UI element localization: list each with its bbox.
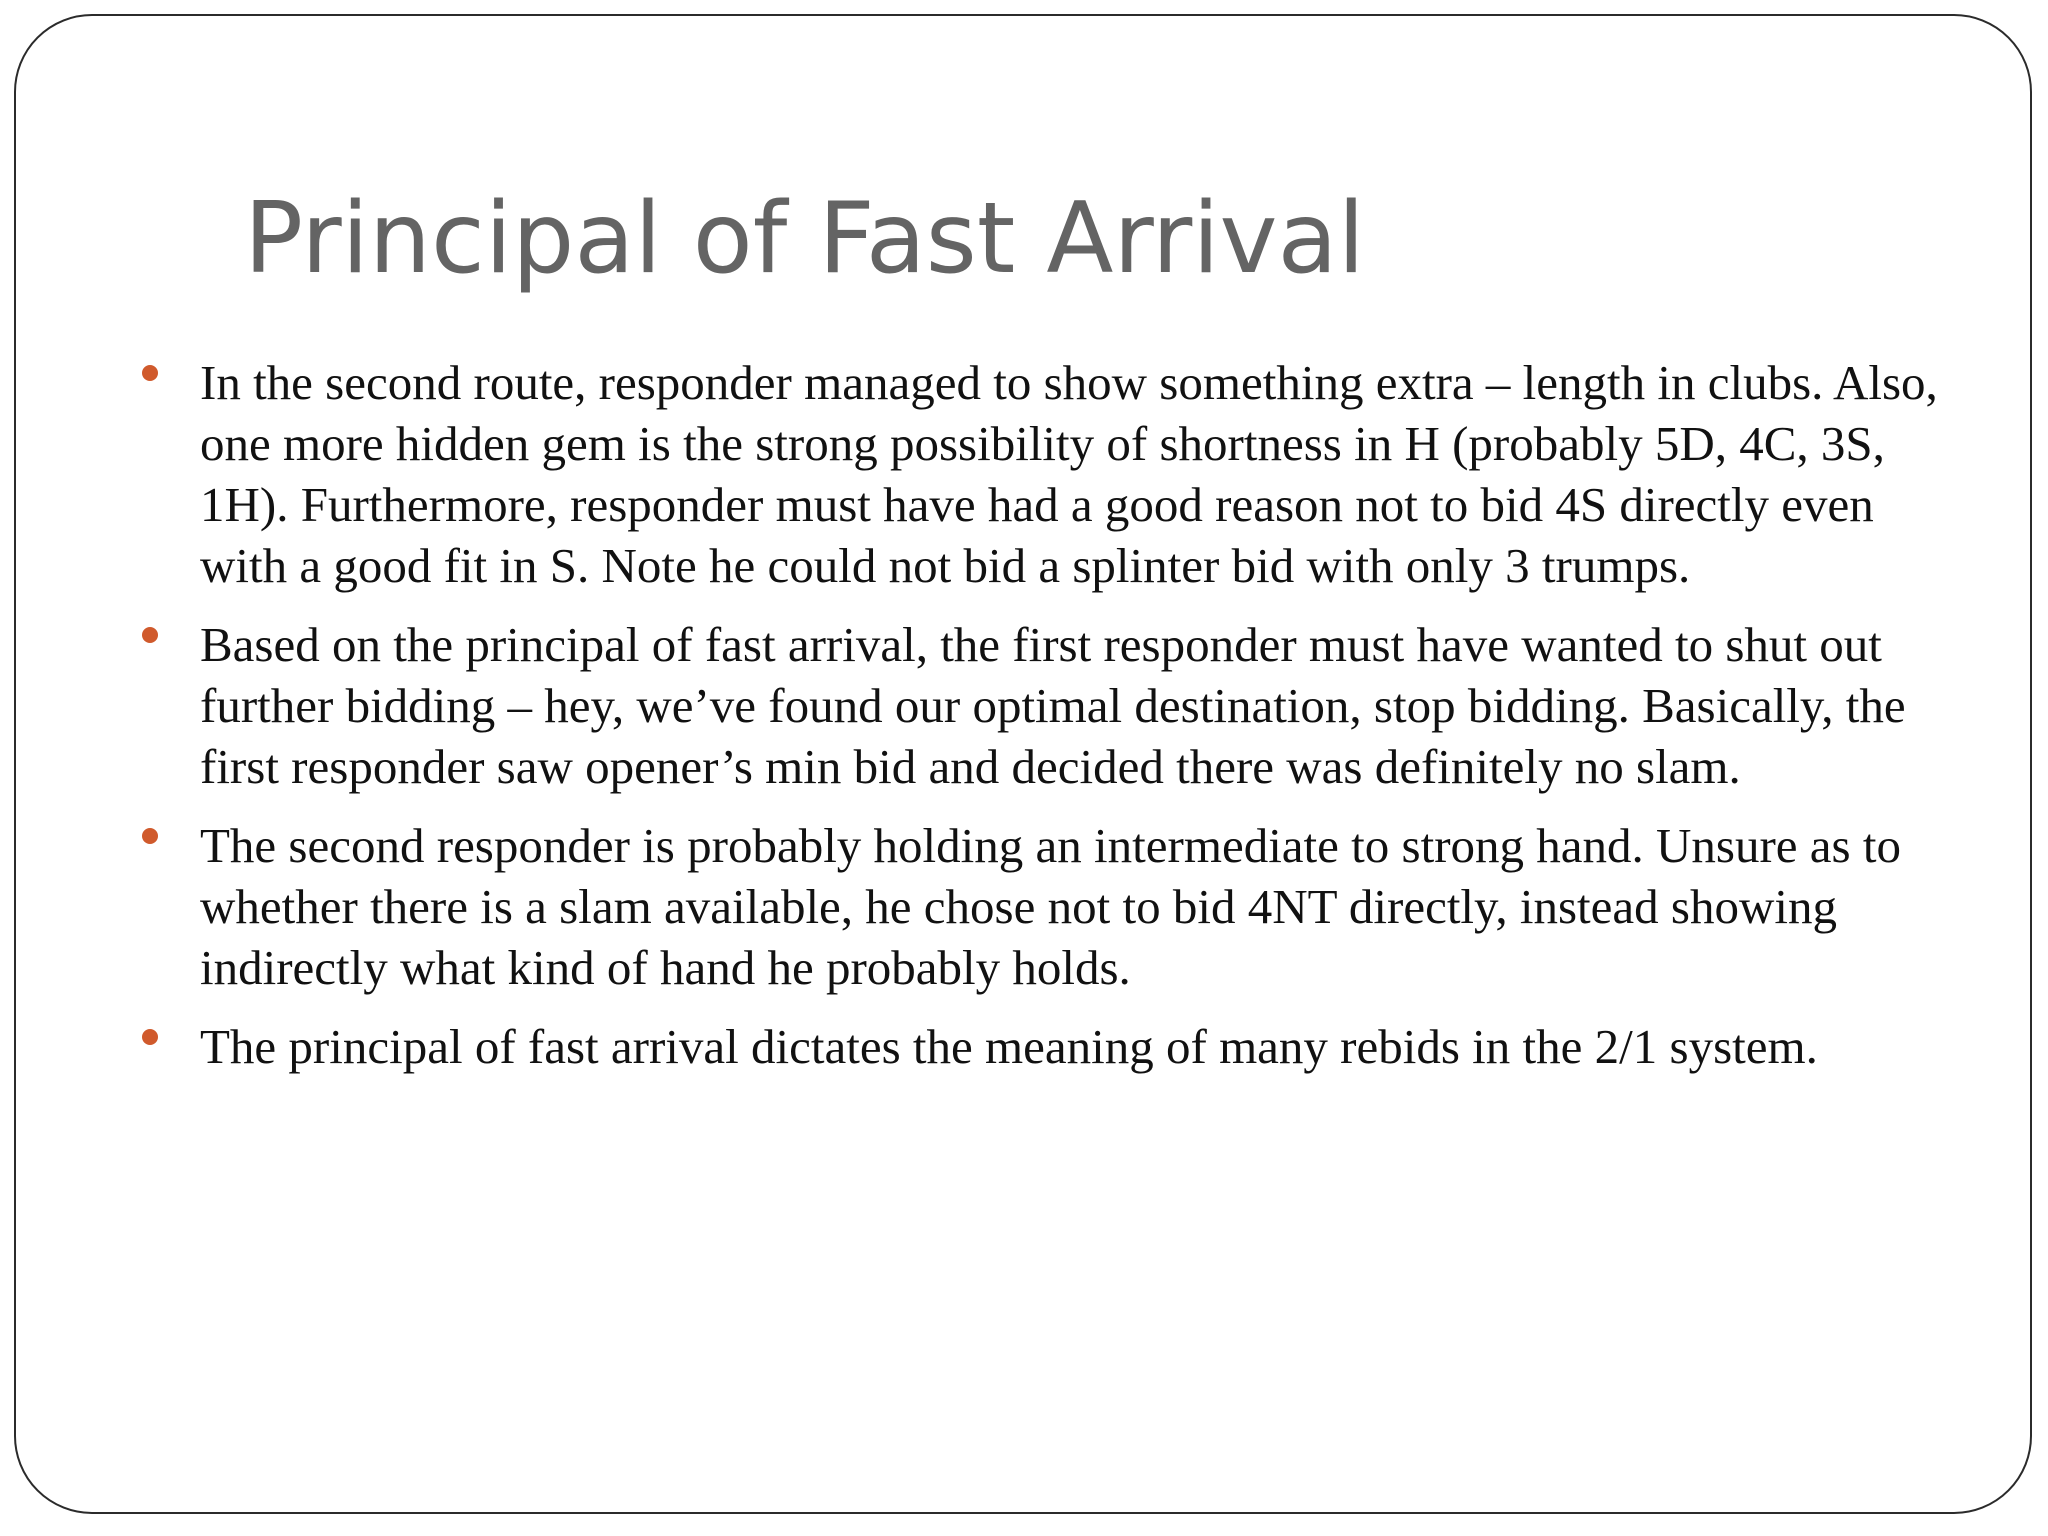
bullet-text: The principal of fast arrival dictates the meaning of many rebids in the 2/1 system. xyxy=(200,1019,1818,1074)
bullet-dot-icon xyxy=(142,627,158,643)
bullet-text: Based on the principal of fast arrival, the first responder must have wanted to shut out further bidding – hey, we’ve found our optimal destination, stop bidding. Basically, the first responder saw opener’s min bid and decided there was definitely no slam. xyxy=(200,617,1906,794)
slide-frame xyxy=(14,14,2032,1514)
bullet-item xyxy=(200,815,1960,998)
bullet-text: In the second route, responder managed to show something extra – length in clubs. Also, one more hidden gem is the strong possibility of shortness in H (probably 5D, 4C, 3S, 1H). Furthermore, responder must have had a good reason not to bid 4S directly even with a good fit in S. Note he could not bid a splinter bid with only 3 trumps. xyxy=(200,355,1938,593)
bullet-dot-icon xyxy=(142,828,158,844)
bullet-list xyxy=(200,352,1960,1095)
bullet-item xyxy=(200,614,1960,797)
bullet-dot-icon xyxy=(142,365,158,381)
bullet-text: The second responder is probably holding an intermediate to strong hand. Unsure as to whether there is a slam available, he chose not to bid 4NT directly, instead showing indirectly what kind of hand he probably holds. xyxy=(200,818,1901,995)
bullet-item xyxy=(200,352,1960,596)
slide-title: Principal of Fast Arrival xyxy=(244,182,1365,296)
bullet-item xyxy=(200,1016,1960,1077)
bullet-dot-icon xyxy=(142,1029,158,1045)
